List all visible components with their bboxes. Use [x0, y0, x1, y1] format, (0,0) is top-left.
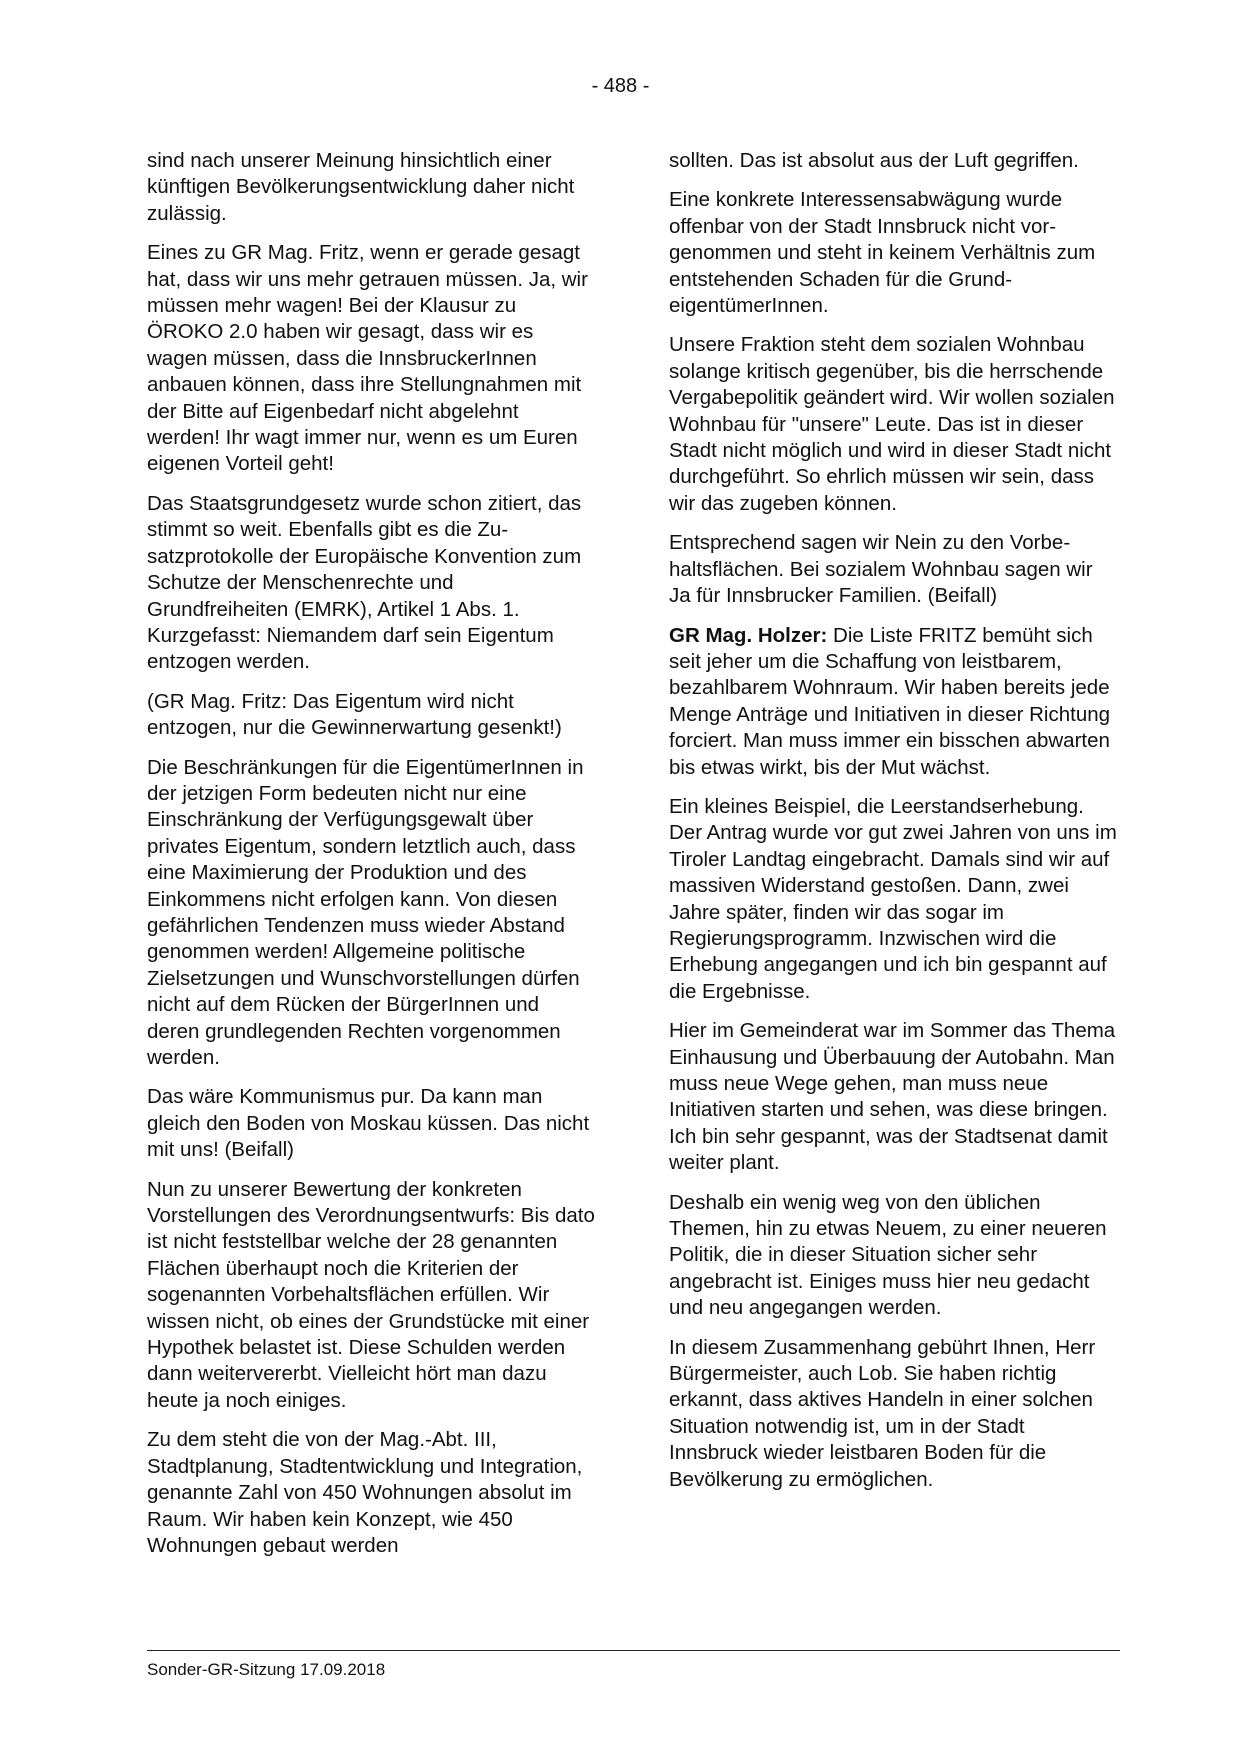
left-paragraph-1: sind nach unserer Meinung hinsichtlich einer künftigen Bevölkerungsentwicklung daher nicht zulässig.	[147, 149, 575, 225]
right-column	[669, 148, 1119, 1506]
left-column	[147, 148, 597, 1572]
speaker-name: GR Mag. Holzer:	[669, 623, 828, 647]
left-paragraph-7: Nun zu unserer Bewertung der konkreten Vorstellungen des Verordnungsentwurfs: Bis dato ist nicht feststellbar welche der 28 genannten Flächen überhaupt noch die Kriterien der sogenannten Vorbehaltsflächen erfüllen. Wir wissen nicht, ob eines der Grundstücke mit einer Hypothek belastet ist. Diese Schulden werden dann weitervererbt. Vielleicht hört man dazu heute ja noch einiges.	[147, 1177, 595, 1412]
page-number: - 488 -	[591, 75, 650, 97]
right-paragraph-9: In diesem Zusammenhang gebührt Ihnen, Herr Bürgermeister, auch Lob. Sie haben richtig erkannt, dass aktives Handeln in einer solchen Situation notwendig ist, um in der Stadt Innsbruck wieder leistbaren Boden für die Bevölkerung zu ermöglichen.	[669, 1335, 1096, 1491]
right-paragraph-8: Deshalb ein wenig weg von den üblichen Themen, hin zu etwas Neuem, zu einer neueren Politik, die in dieser Situation sicher sehr angebracht ist. Einiges muss hier neu gedacht und neu angegangen werden.	[669, 1190, 1107, 1320]
left-paragraph-6: Das wäre Kommunismus pur. Da kann man gleich den Boden von Moskau küssen. Das nicht mit uns! (Beifall)	[147, 1085, 590, 1162]
left-paragraph-8: Zu dem steht die von der Mag.-Abt. III, Stadtplanung, Stadtentwicklung und Integration, genannte Zahl von 450 Wohnungen absolut im Raum. Wir haben kein Konzept, wie 450 Wohnungen gebaut werden	[147, 1428, 583, 1557]
right-paragraph-6: Ein kleines Beispiel, die Leerstandserhebung. Der Antrag wurde vor gut zwei Jahren von uns im Tiroler Landtag eingebracht. Damals sind wir auf massiven Widerstand gestoßen. Dann, zwei Jahre später, finden wir das sogar im Regierungsprogramm. Inzwischen wird die Erhebung angegangen und ich bin gespannt auf die Ergebnisse.	[669, 794, 1117, 1003]
footer-divider	[147, 1650, 1120, 1651]
speaker-text: Die Liste FRITZ bemüht sich seit jeher um die Schaffung von leistbarem, bezahlbarem Wohnraum. Wir haben bereits jede Menge Anträge und Initiativen in dieser Richtung forciert. Man muss immer ein bisschen abwarten bis etwas wirkt, bis der Mut wächst.	[669, 623, 1111, 779]
right-paragraph-4: Entsprechend sagen wir Nein zu den Vorbehaltsflächen. Bei sozialem Wohnbau sagen wir Ja für Innsbrucker Familien. (Beifall)	[669, 531, 1093, 608]
right-paragraph-1: sollten. Das ist absolut aus der Luft gegriffen.	[669, 149, 1079, 172]
left-paragraph-3: Das Staatsgrundgesetz wurde schon zitiert, das stimmt so weit. Ebenfalls gibt es die Zusatzprotokolle der Europäische Konvention zum Schutze der Menschenrechte und Grundfreiheiten (EMRK), Artikel 1 Abs. 1. Kurzgefasst: Niemandem darf sein Eigentum entzogen werden.	[147, 491, 582, 674]
left-paragraph-5: Die Beschränkungen für die EigentümerInnen in der jetzigen Form bedeuten nicht nur eine Einschränkung der Verfügungsgewalt über privates Eigentum, sondern letztlich auch, dass eine Maximierung der Produktion und des Einkommens nicht erfolgen kann. Von diesen gefährlichen Tendenzen muss wieder Abstand genommen werden! Allgemeine politische Zielsetzungen und Wunschvorstellungen dürfen nicht auf dem Rücken der BürgerInnen und deren grundlegenden Rechten vorgenommen werden.	[147, 755, 584, 1069]
right-paragraph-2: Eine konkrete Interessensabwägung wurde offenbar von der Stadt Innsbruck nicht vorgenommen und steht in keinem Verhältnis zum entstehenden Schaden für die GrundeigentümerInnen.	[669, 188, 1096, 318]
speaker-paragraph	[669, 623, 1119, 781]
footer-session-label: Sonder-GR-Sitzung 17.09.2018	[147, 1660, 386, 1679]
right-paragraph-7: Hier im Gemeinderat war im Sommer das Thema Einhausung und Überbauung der Autobahn. Man muss neue Wege gehen, man muss neue Initiativen starten und sehen, was diese bringen. Ich bin sehr gespannt, was der Stadtsenat damit weiter plant.	[669, 1019, 1116, 1175]
right-paragraph-3: Unsere Fraktion steht dem sozialen Wohnbau solange kritisch gegenüber, bis die herrschende Vergabepolitik geändert wird. Wir wollen sozialen Wohnbau für "unsere" Leute. Das ist in dieser Stadt nicht möglich und wird in dieser Stadt nicht durchgeführt. So ehrlich müssen wir sein, dass wir das zugeben können.	[669, 333, 1115, 515]
left-paragraph-2: Eines zu GR Mag. Fritz, wenn er gerade gesagt hat, dass wir uns mehr getrauen müssen. Ja, wir müssen mehr wagen! Bei der Klausur zu ÖROKO 2.0 haben wir gesagt, dass wir es wagen müssen, dass die InnsbruckerInnen anbauen können, dass ihre Stellungnahmen mit der Bitte auf Eigenbedarf nicht abgelehnt werden! Ihr wagt immer nur, wenn es um Euren eigenen Vorteil geht!	[147, 241, 588, 476]
left-paragraph-4-interjection: (GR Mag. Fritz: Das Eigentum wird nicht entzogen, nur die Gewinnerwartung gesenkt!)	[147, 689, 562, 740]
